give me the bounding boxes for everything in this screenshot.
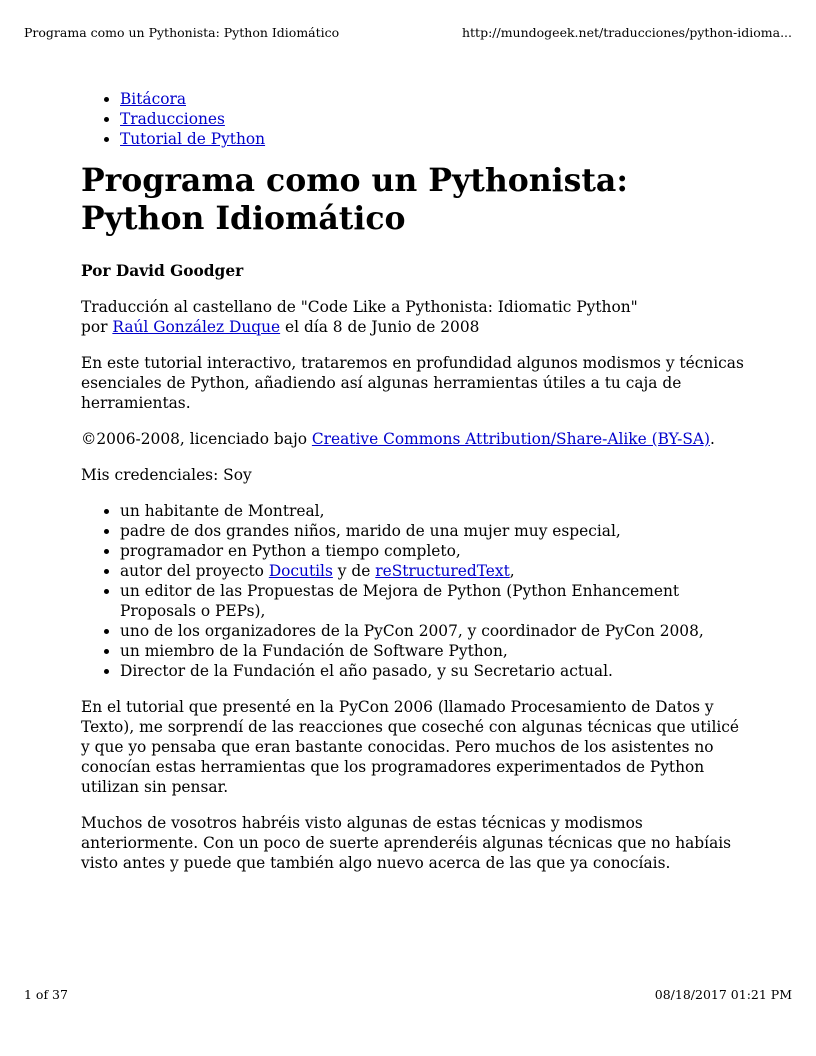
article-content [81, 89, 746, 889]
list-item: • un miembro de la Fundación de Software Python, [120, 641, 746, 661]
license-suffix: . [710, 430, 715, 448]
translator-link[interactable]: Raúl González Duque [112, 318, 281, 336]
credentials-list [81, 501, 746, 681]
nav-link-bitacora[interactable]: Bitácora [120, 90, 187, 108]
translation-suffix: el día 8 de Junio de 2008 [280, 318, 480, 336]
nav-link-tutorial-python[interactable]: Tutorial de Python [120, 130, 266, 148]
translation-note [81, 297, 746, 337]
print-datetime: 08/18/2017 01:21 PM [654, 987, 792, 1002]
list-item: • padre de dos grandes niños, marido de una mujer muy especial, [120, 521, 746, 541]
page-title-line1: Programa como un Pythonista: [81, 162, 628, 199]
nav-item [120, 89, 746, 109]
nav-list [81, 89, 746, 149]
item4-middle: y de [332, 562, 376, 580]
license-prefix: ©2006-2008, licenciado bajo [81, 430, 312, 448]
restructuredtext-link[interactable]: reStructuredText [375, 562, 510, 580]
list-item: • uno de los organizadores de la PyCon 2007, y coordinador de PyCon 2008, [120, 621, 746, 641]
nav-link-traducciones[interactable]: Traducciones [120, 110, 225, 128]
docutils-link[interactable]: Docutils [268, 562, 333, 580]
nav-item [120, 129, 746, 149]
intro-paragraph: En este tutorial interactivo, trataremos en profundidad algunos modismos y técnicas esenciales de Python, añadiendo así algunas herramientas útiles a tu caja de herramientas. [81, 354, 744, 412]
item4-prefix: autor del proyecto [120, 562, 269, 580]
list-item: • un editor de las Propuestas de Mejora de Python (Python Enhancement Proposals o PEPs), [120, 581, 746, 621]
body-paragraph-2: Muchos de vosotros habréis visto algunas de estas técnicas y modismos anteriormente. Con un poco de suerte aprenderéis algunas técnicas que no habíais visto antes y puede que también algo nuevo acerca de las que ya conocíais. [81, 814, 732, 872]
page-title [81, 162, 746, 238]
credentials-intro: Mis credenciales: Soy [81, 466, 252, 484]
translation-line1: Traducción al castellano de "Code Like a Pythonista: Idiomatic Python" [81, 298, 638, 316]
list-item: • programador en Python a tiempo completo, [120, 541, 746, 561]
author-line: Por David Goodger [81, 262, 244, 280]
page-counter: 1 of 37 [24, 987, 68, 1002]
page-title-line2: Python Idiomático [81, 200, 406, 237]
list-item: • Director de la Fundación el año pasado, y su Secretario actual. [120, 661, 746, 681]
body-paragraph-1: En el tutorial que presenté en la PyCon 2006 (llamado Procesamiento de Datos y Texto), me sorprendí de las reacciones que coseché con algunas técnicas que utilicé y que yo pensaba que eran bastante conocidas. Pero muchos de los asistentes no conocían estas herramientas que los programadores experimentados de Python utilizan sin pensar. [81, 698, 740, 796]
item4-suffix: , [509, 562, 515, 580]
header-title: Programa como un Pythonista: Python Idiomático [24, 25, 340, 40]
license-line [81, 429, 746, 449]
list-item: • un habitante de Montreal, [120, 501, 746, 521]
license-link[interactable]: Creative Commons Attribution/Share-Alike (BY-SA) [311, 430, 710, 448]
header-url: http://mundogeek.net/traducciones/python-idioma... [461, 25, 792, 40]
print-header [24, 25, 792, 41]
nav-item [120, 109, 746, 129]
list-item [120, 561, 746, 581]
translation-prefix: por [81, 318, 113, 336]
print-footer [24, 987, 792, 1003]
